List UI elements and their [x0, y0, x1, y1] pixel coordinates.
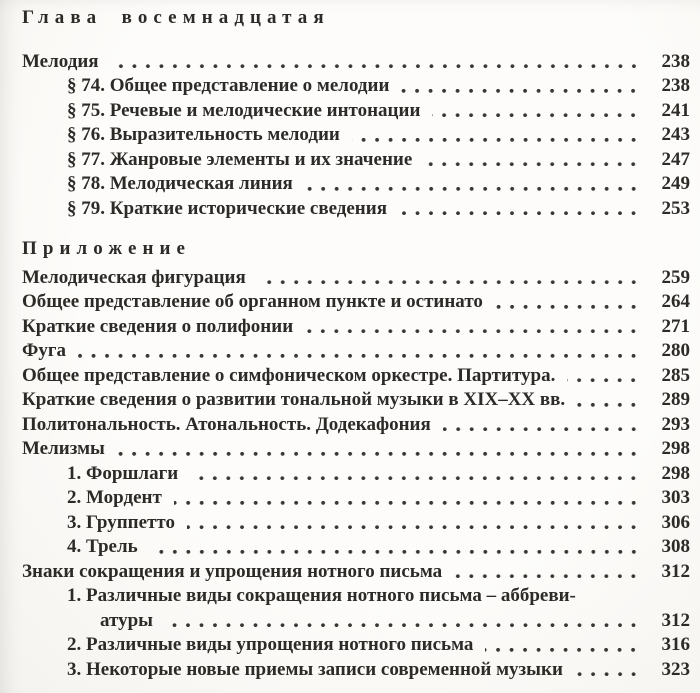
toc-page-number: 323: [661, 658, 690, 680]
dot-leader: [575, 658, 640, 683]
toc-entry-label: § 78. Мелодическая линия: [67, 173, 293, 194]
dot-leader: [401, 74, 640, 99]
toc-entry: [22, 197, 690, 222]
dot-leader: [432, 99, 640, 124]
toc-entry-label: Мелизмы: [22, 438, 105, 459]
dot-leader: [577, 388, 640, 413]
dot-leader: [495, 290, 640, 315]
toc-entry: [22, 148, 690, 173]
dot-leader: [443, 413, 640, 438]
toc-entry: [22, 172, 690, 197]
dot-leader: [190, 462, 640, 487]
toc-page-number: 264: [661, 291, 690, 312]
toc-page-number: 253: [661, 197, 690, 219]
toc-entry-label: Общее представление о симфоническом оркестре. Партитура.: [22, 364, 556, 386]
toc-page-number: 285: [661, 364, 690, 386]
toc-entry: [22, 560, 690, 585]
toc-entry: [22, 633, 690, 658]
dot-leader: [150, 535, 640, 560]
dot-leader: [567, 364, 640, 389]
toc-page-number: 247: [661, 148, 690, 170]
toc-entry-label: 4. Трель: [67, 536, 138, 557]
toc-section-appendix: [22, 237, 690, 682]
toc-entry-label: § 77. Жанровые элементы и их значение: [67, 148, 413, 170]
toc-page-number: 249: [661, 173, 690, 194]
toc-page-number: 259: [661, 266, 690, 288]
toc-page-number: 271: [661, 315, 690, 337]
toc-entry-label: § 74. Общее представление о мелодии: [67, 75, 390, 96]
toc-entry: [22, 413, 690, 438]
toc-page-number: 308: [661, 536, 690, 557]
toc-entries-chapter-18: [22, 50, 690, 222]
toc-entry-label: Мелодическая фигурация: [22, 266, 246, 288]
toc-entry-label: 1. Различные виды сокращения нотного письма – аббреви-: [67, 585, 576, 606]
dot-leader: [485, 633, 640, 658]
toc-entry-label: Знаки сокращения и упрощения нотного письма: [22, 560, 443, 582]
toc-entry-label: § 75. Речевые и мелодические интонации: [67, 99, 421, 121]
toc-page-number: 312: [661, 609, 690, 631]
toc-entry-label: Фуга: [22, 340, 66, 361]
dot-leader: [424, 148, 640, 173]
toc-entry: [22, 658, 690, 683]
dot-leader: [187, 511, 640, 536]
toc-page-number: 238: [661, 75, 690, 96]
dot-leader: [454, 560, 640, 585]
toc-entry: [22, 315, 690, 340]
dot-leader: [352, 123, 640, 148]
toc-page-number: 241: [661, 99, 690, 121]
toc-page-number: 289: [661, 389, 690, 410]
toc-page-number: 298: [661, 438, 690, 459]
chapter-heading: Глава восемнадцатая: [22, 7, 330, 28]
appendix-heading: Приложение: [22, 238, 192, 259]
toc-entry: [22, 50, 690, 75]
dot-leader: [305, 315, 640, 340]
toc-entry: [22, 388, 690, 413]
toc-page-number: 243: [661, 124, 690, 145]
toc-entry-label: Политональность. Атональность. Додекафония: [22, 413, 431, 435]
toc-entry: [22, 290, 690, 315]
dot-leader: [111, 50, 640, 75]
toc-entry-label: 3. Группетто: [67, 511, 175, 533]
toc-entry: [22, 462, 690, 487]
toc-entry-label: Краткие сведения о полифонии: [22, 315, 294, 337]
toc-page-number: 303: [661, 487, 690, 508]
toc-entry-label: Краткие сведения о развитии тональной музыки в XIX–XX вв.: [22, 389, 566, 410]
dot-leader: [258, 266, 640, 291]
dot-leader: [305, 172, 640, 197]
toc-page-number: 298: [661, 462, 690, 484]
toc-entry: [22, 99, 690, 124]
toc-entry: [22, 339, 690, 364]
dot-leader: [165, 609, 640, 634]
dot-leader: [588, 584, 680, 609]
toc-page-number: 280: [661, 340, 690, 361]
toc-entry-label: § 76. Выразительность мелодии: [67, 124, 340, 145]
dot-leader: [399, 197, 640, 222]
dot-leader: [174, 486, 640, 511]
toc-entry: [22, 609, 690, 634]
toc-entry: [22, 74, 690, 99]
toc-entry: [22, 584, 690, 609]
toc-entry: [22, 123, 690, 148]
toc-entry-label: Мелодия: [22, 50, 99, 72]
toc-entry: [22, 535, 690, 560]
toc-entry-label: § 79. Краткие исторические сведения: [67, 197, 387, 219]
toc-page-number: 306: [661, 511, 690, 533]
toc-entry: [22, 486, 690, 511]
toc-entry-label: 1. Форшлаги: [67, 462, 179, 484]
toc-entry: [22, 511, 690, 536]
toc-section-chapter-18: [22, 6, 690, 221]
toc-page-number: 312: [661, 560, 690, 582]
toc-entry-label: Общее представление об органном пункте и остинато: [22, 291, 483, 312]
toc-entry-label: 2. Различные виды упрощения нотного письма: [67, 634, 474, 655]
dot-leader: [78, 339, 640, 364]
toc-page-number: 316: [661, 634, 690, 655]
dot-leader: [117, 437, 640, 462]
toc-entry: [22, 364, 690, 389]
toc-entries-appendix: [22, 266, 690, 683]
toc-entry-label: атуры: [100, 609, 153, 631]
toc-entry: [22, 266, 690, 291]
toc-entry-label: 2. Мордент: [67, 487, 162, 508]
toc-page-number: 293: [661, 413, 690, 435]
toc-page-number: 238: [661, 50, 690, 72]
toc-entry: [22, 437, 690, 462]
toc-entry-label: 3. Некоторые новые приемы записи современной музыки: [67, 658, 563, 680]
